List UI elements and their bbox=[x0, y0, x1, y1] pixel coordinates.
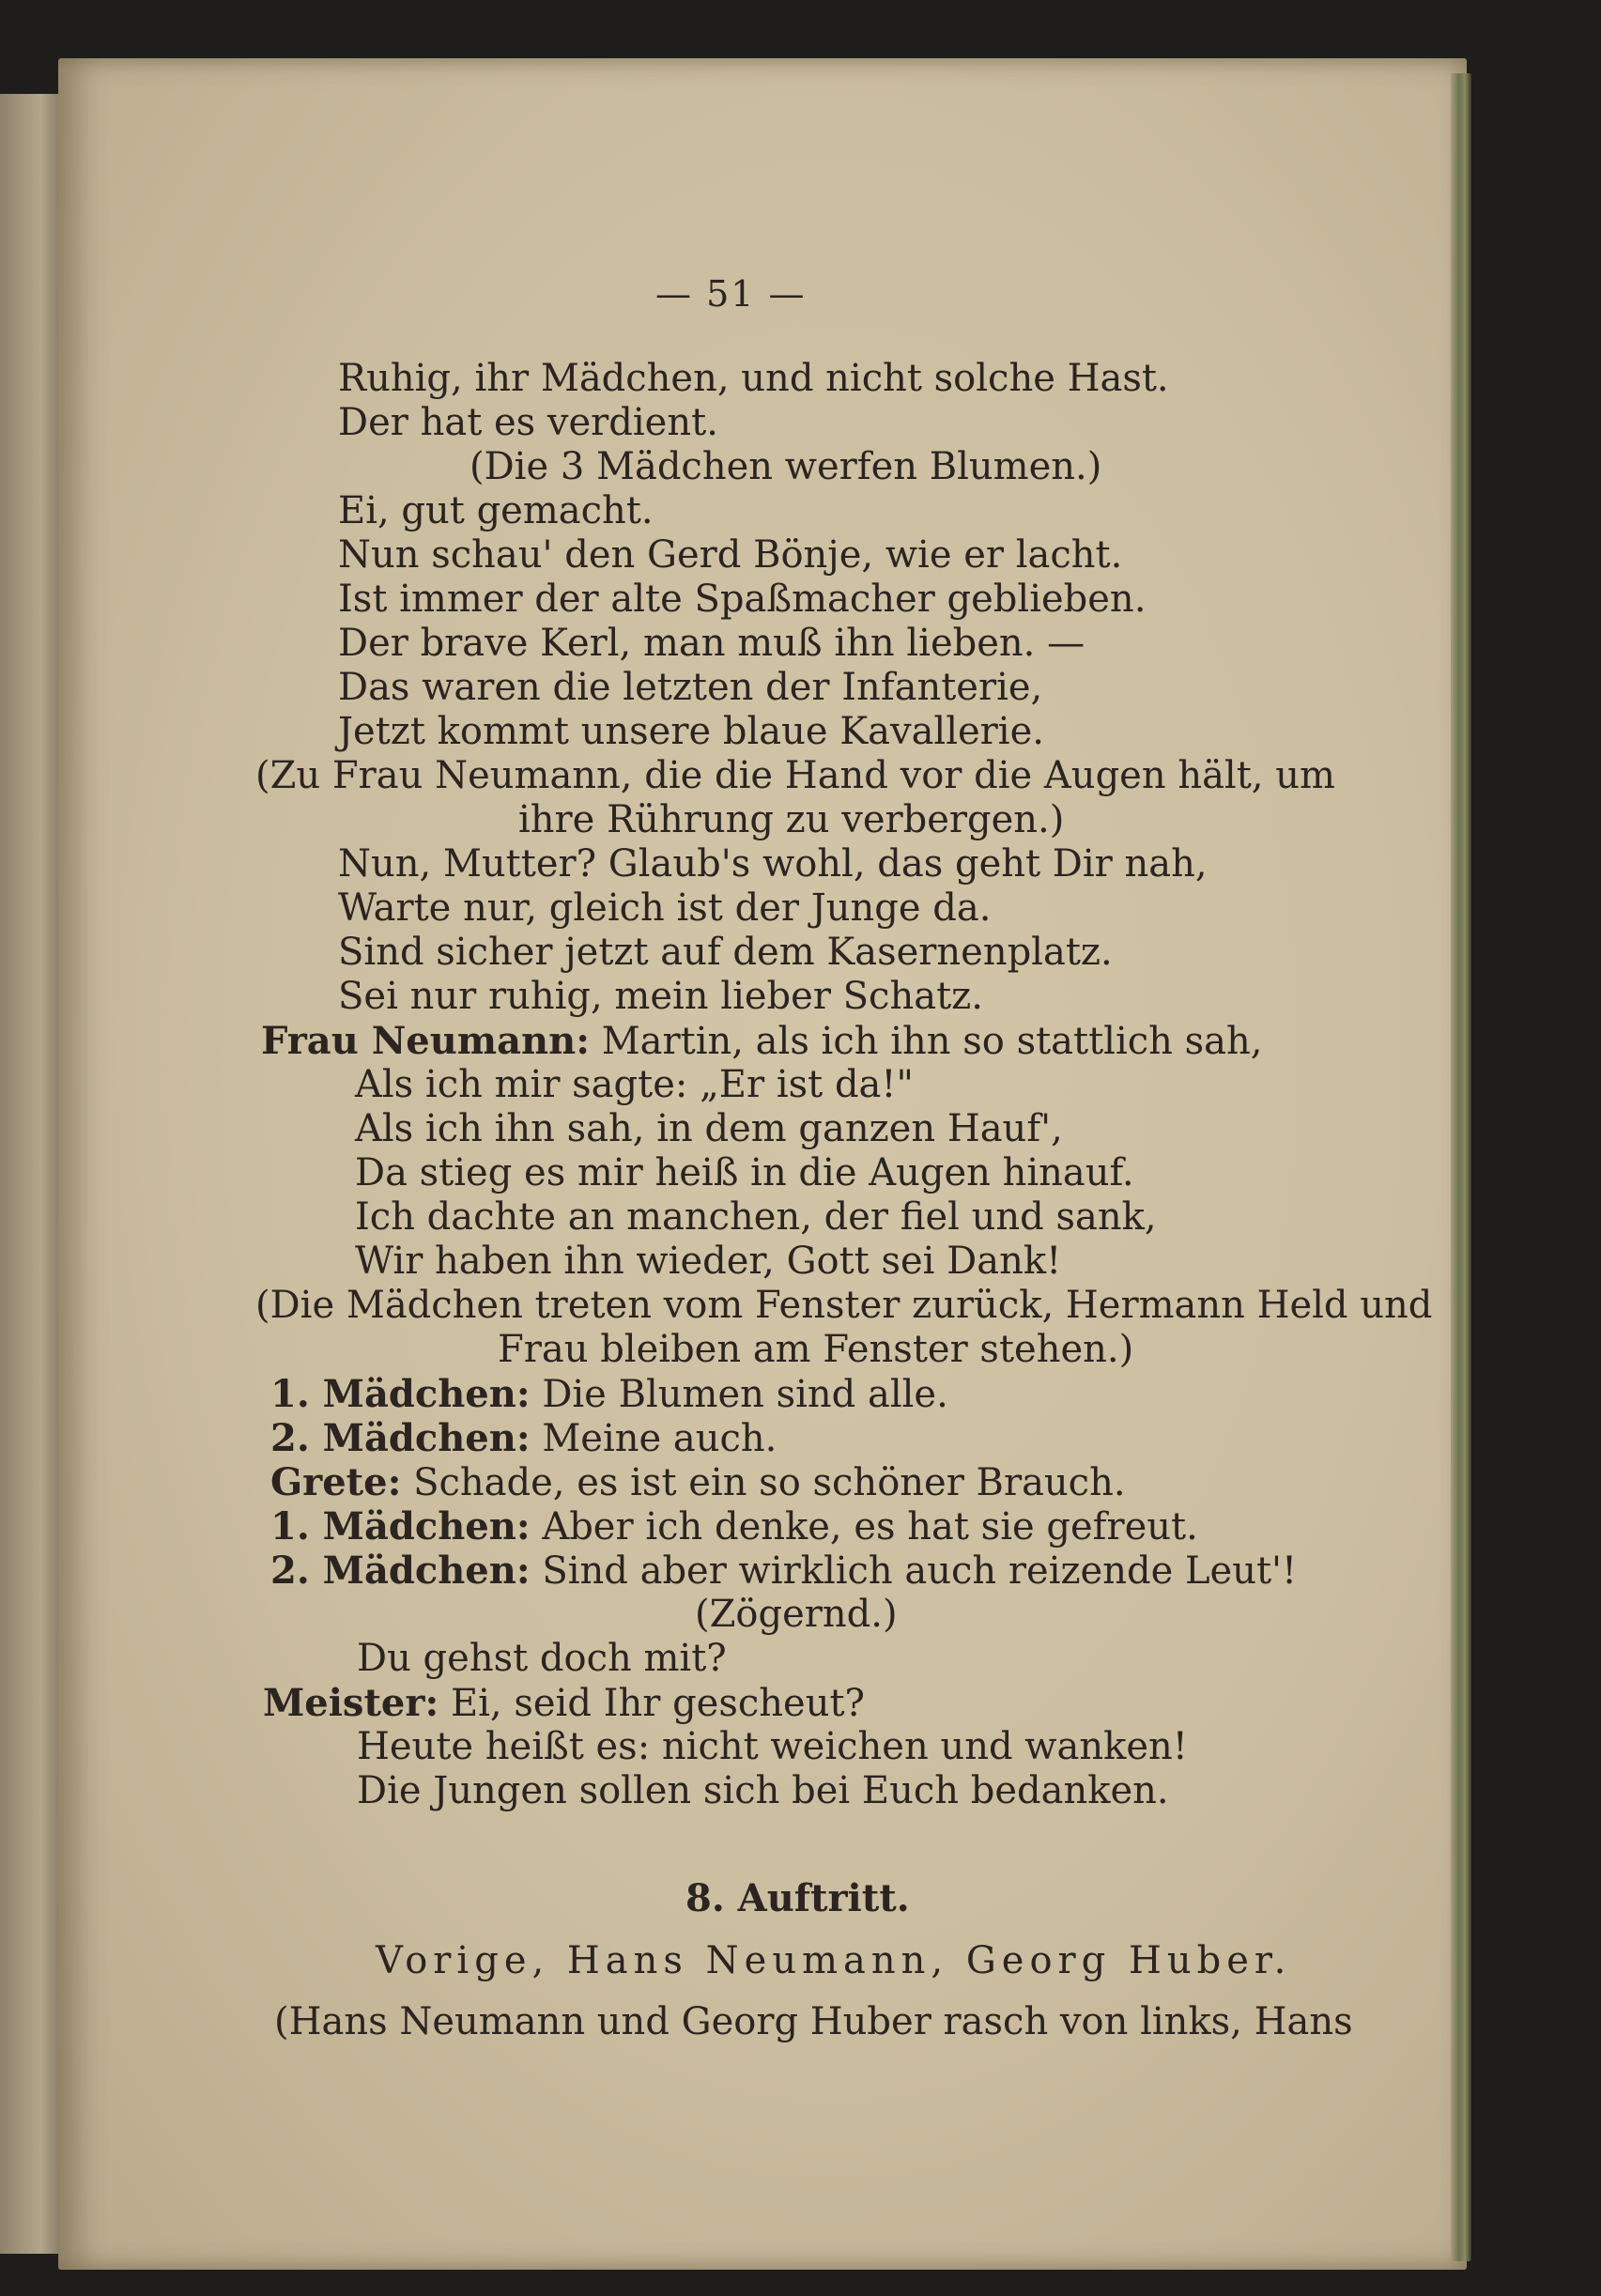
stage-direction: Frau bleiben am Fenster stehen.) bbox=[498, 1328, 1134, 1371]
stage-direction: (Zu Frau Neumann, die die Hand vor die Augen hält, um bbox=[255, 754, 1335, 797]
text-line: Sind sicher jetzt auf dem Kasernenplatz. bbox=[338, 931, 1113, 974]
dialogue-line bbox=[270, 1504, 1198, 1549]
dialogue-text: Meine auch. bbox=[542, 1417, 777, 1460]
scene-title: 8. Auftritt. bbox=[685, 1876, 910, 1920]
text-line: Wir haben ihn wieder, Gott sei Dank! bbox=[355, 1240, 1062, 1283]
page-number: — 51 — bbox=[655, 273, 807, 315]
dialogue-text: Die Blumen sind alle. bbox=[542, 1373, 948, 1416]
stage-direction: (Die Mädchen treten vom Fenster zurück, Hermann Held und bbox=[255, 1284, 1433, 1327]
speaker-label: Meister: bbox=[263, 1681, 439, 1725]
text-line: Ruhig, ihr Mädchen, und nicht solche Hast. bbox=[338, 357, 1169, 400]
text-line: Du gehst doch mit? bbox=[357, 1637, 727, 1680]
dialogue-line bbox=[270, 1460, 1126, 1505]
text-line: Sei nur ruhig, mein lieber Schatz. bbox=[338, 975, 983, 1018]
text-line: Als ich ihn sah, in dem ganzen Hauf', bbox=[355, 1107, 1063, 1150]
speaker-label: 2. Mädchen: bbox=[270, 1416, 531, 1460]
dialogue-text: Ei, seid Ihr gescheut? bbox=[450, 1682, 865, 1725]
dialogue-line bbox=[261, 1019, 1263, 1064]
text-line: Ei, gut gemacht. bbox=[338, 489, 654, 532]
text-line: Ich dachte an manchen, der fiel und sank, bbox=[355, 1195, 1157, 1239]
text-line: Die Jungen sollen sich bei Euch bedanken. bbox=[357, 1769, 1169, 1812]
text-line: Der brave Kerl, man muß ihn lieben. — bbox=[338, 622, 1085, 665]
text-line: Als ich mir sagte: „Er ist da!" bbox=[355, 1063, 914, 1106]
dialogue-line bbox=[263, 1681, 865, 1726]
speaker-label: Frau Neumann: bbox=[261, 1019, 590, 1063]
scene-cast: Vorige, Hans Neumann, Georg Huber. bbox=[376, 1939, 1292, 1982]
dialogue-line bbox=[270, 1549, 1297, 1594]
stage-direction: (Hans Neumann und Georg Huber rasch von links, Hans bbox=[274, 2000, 1353, 2043]
dialogue-text: Sind aber wirklich auch reizende Leut'! bbox=[542, 1549, 1298, 1593]
speaker-label: 1. Mädchen: bbox=[270, 1372, 531, 1416]
text-line: Jetzt kommt unsere blaue Kavallerie. bbox=[338, 710, 1044, 753]
speaker-label: Grete: bbox=[270, 1460, 402, 1504]
speaker-label: 2. Mädchen: bbox=[270, 1549, 531, 1593]
text-line: Da stieg es mir heiß in die Augen hinauf. bbox=[355, 1151, 1134, 1194]
text-line: Nun, Mutter? Glaub's wohl, das geht Dir nah, bbox=[338, 842, 1208, 886]
text-line: Ist immer der alte Spaßmacher geblieben. bbox=[338, 578, 1147, 621]
stage-direction: (Die 3 Mädchen werfen Blumen.) bbox=[470, 445, 1102, 488]
text-line: Warte nur, gleich ist der Junge da. bbox=[338, 886, 992, 930]
text-line: Der hat es verdient. bbox=[338, 401, 718, 444]
dialogue-line bbox=[270, 1416, 777, 1461]
speaker-label: 1. Mädchen: bbox=[270, 1504, 531, 1549]
dialogue-text: Martin, als ich ihn so stattlich sah, bbox=[601, 1020, 1263, 1063]
dialogue-text: Aber ich denke, es hat sie gefreut. bbox=[542, 1505, 1198, 1549]
text-line: Heute heißt es: nicht weichen und wanken! bbox=[357, 1725, 1188, 1768]
stage-direction: (Zögernd.) bbox=[695, 1593, 898, 1636]
stage-direction: ihre Rührung zu verbergen.) bbox=[518, 798, 1065, 841]
text-line: Das waren die letzten der Infanterie, bbox=[338, 666, 1043, 709]
text-line: Nun schau' den Gerd Bönje, wie er lacht. bbox=[338, 533, 1123, 577]
dialogue-line bbox=[270, 1372, 948, 1417]
dialogue-text: Schade, es ist ein so schöner Brauch. bbox=[413, 1461, 1126, 1504]
